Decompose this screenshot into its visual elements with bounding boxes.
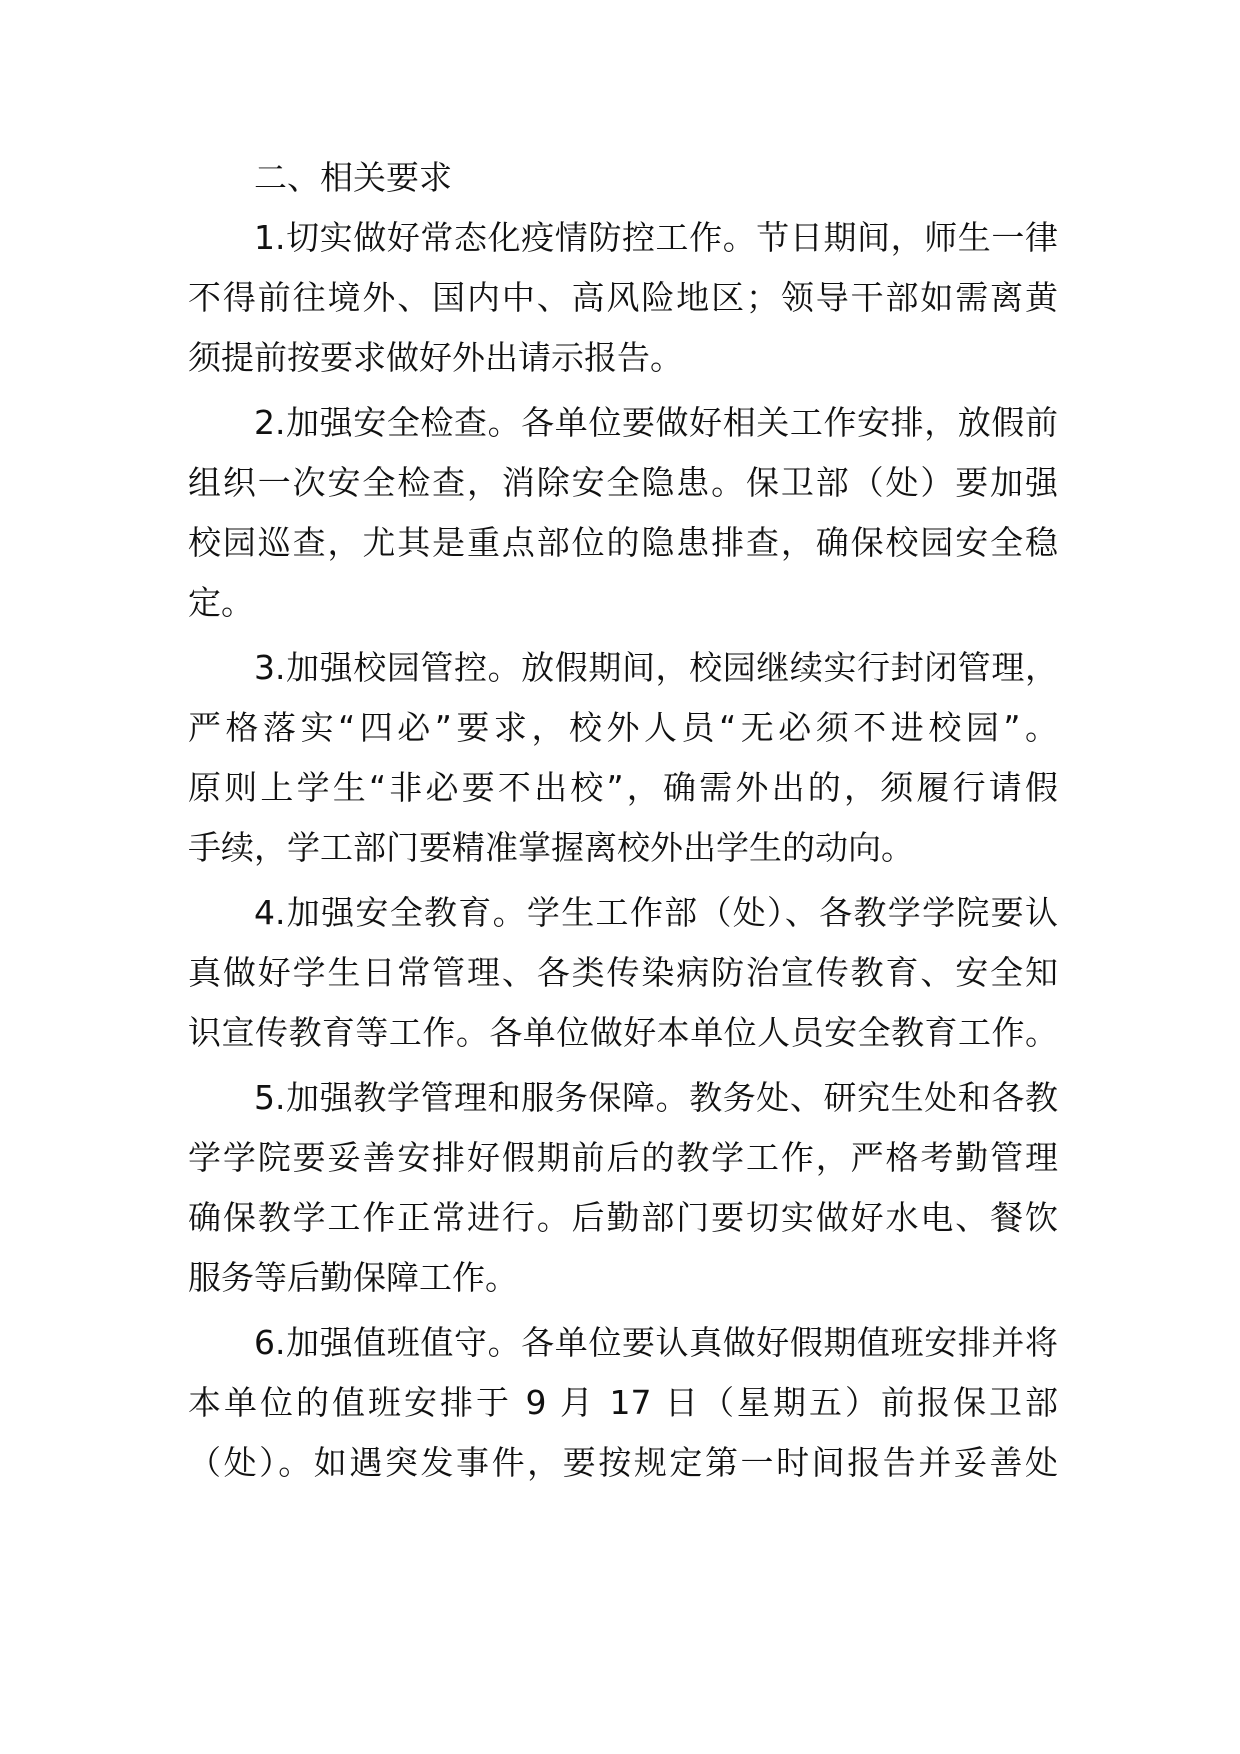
paragraph-line: 确保教学工作正常进行。后勤部门要切实做好水电、餐饮 xyxy=(188,1198,1058,1237)
paragraph-line: 定。 xyxy=(188,583,254,622)
paragraph-line: 不得前往境外、国内中、高风险地区；领导干部如需离黄 xyxy=(188,278,1058,317)
paragraph-line: 真做好学生日常管理、各类传染病防治宣传教育、安全知 xyxy=(188,953,1058,992)
paragraph-line: 手续，学工部门要精准掌握离校外出学生的动向。 xyxy=(188,828,914,867)
paragraph-line: 严格落实“四必”要求，校外人员“无必须不进校园”。 xyxy=(188,708,1058,747)
paragraph-line: 须提前按要求做好外出请示报告。 xyxy=(188,338,683,377)
paragraph-line: （处）。如遇突发事件，要按规定第一时间报告并妥善处 xyxy=(188,1443,1058,1482)
paragraph-line: 4.加强安全教育。学生工作部（处）、各教学学院要认 xyxy=(254,893,1058,932)
paragraph-line: 原则上学生“非必要不出校”，确需外出的，须履行请假 xyxy=(188,768,1058,807)
paragraph-line: 2.加强安全检查。各单位要做好相关工作安排，放假前 xyxy=(254,403,1058,442)
paragraph-line: 6.加强值班值守。各单位要认真做好假期值班安排并将 xyxy=(254,1323,1058,1362)
paragraph-line: 服务等后勤保障工作。 xyxy=(188,1258,518,1297)
paragraph-line: 1.切实做好常态化疫情防控工作。节日期间，师生一律 xyxy=(254,218,1058,257)
section-heading: 二、相关要求 xyxy=(254,158,452,197)
paragraph-line: 本单位的值班安排于 9 月 17 日（星期五）前报保卫部 xyxy=(188,1383,1058,1422)
paragraph-line: 识宣传教育等工作。各单位做好本单位人员安全教育工作。 xyxy=(188,1013,1058,1052)
paragraph-line: 5.加强教学管理和服务保障。教务处、研究生处和各教 xyxy=(254,1078,1058,1117)
paragraph-line: 组织一次安全检查，消除安全隐患。保卫部（处）要加强 xyxy=(188,463,1058,502)
paragraph-line: 校园巡查，尤其是重点部位的隐患排查，确保校园安全稳 xyxy=(188,523,1058,562)
paragraph-line: 学学院要妥善安排好假期前后的教学工作，严格考勤管理 xyxy=(188,1138,1058,1177)
paragraph-line: 3.加强校园管控。放假期间，校园继续实行封闭管理， xyxy=(254,648,1058,687)
